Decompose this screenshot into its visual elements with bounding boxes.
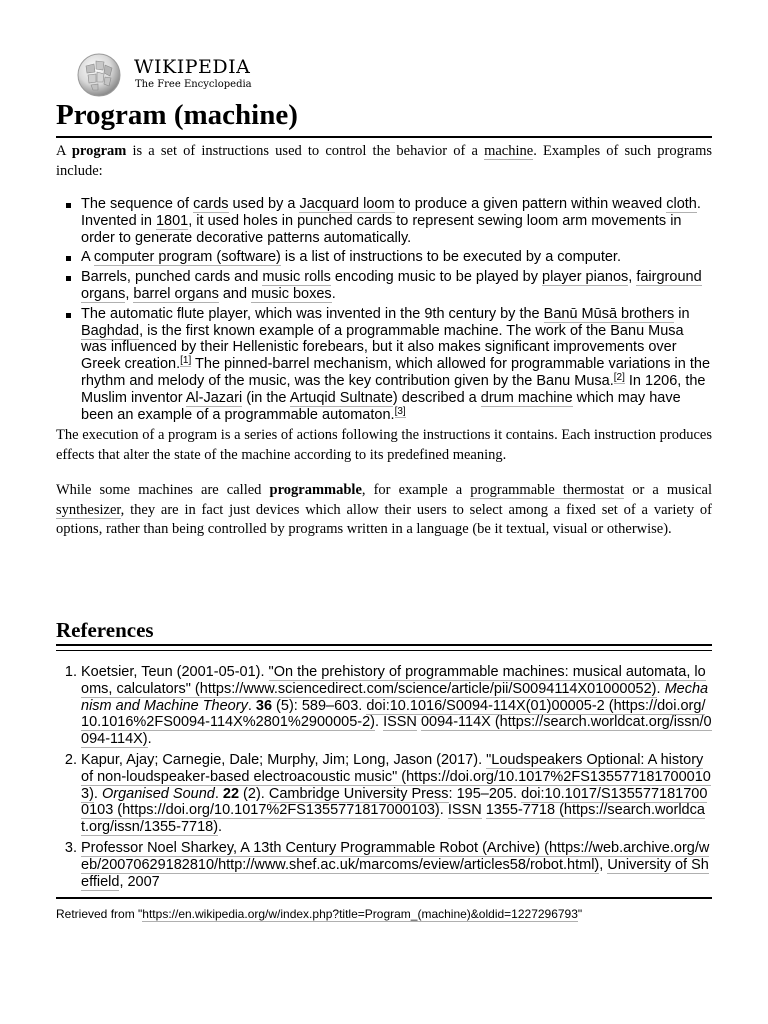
text: The automatic flute player, which was invented in the 9th century by the (81, 305, 544, 322)
text: In 1206, the Muslim inventor (81, 372, 706, 406)
programmable-paragraph (56, 481, 712, 540)
ref1-doi-link[interactable]: doi:10.1016/S0094-114X(01)00005-2 (https://doi.org/10.1016%2FS0094-114X%2801%2900005-2) (81, 697, 706, 731)
link-programmable-thermostat[interactable]: programmable thermostat (470, 482, 625, 499)
ref3-title-link[interactable]: Professor Noel Sharkey, A 13th Century Programmable Robot (Archive) (https://web.archive.org/web/20070629182810/http://www.shef.ac.uk/marcoms/eview/articles58/robot.html) (81, 839, 710, 873)
journal-name: Organised Sound (101, 785, 215, 802)
link-fairground-organs[interactable]: fairground organs (81, 269, 702, 302)
text: . Examples of such programs include: (56, 143, 713, 179)
text: , 2007 (119, 873, 160, 890)
list-item (81, 306, 712, 424)
bold-term: programmable (269, 482, 362, 499)
text: (5): 589–603. (272, 697, 367, 714)
text: in (674, 305, 690, 322)
list-item (81, 249, 712, 266)
link-synthesizer[interactable]: synthesizer (56, 501, 121, 518)
bold-term: program (71, 143, 127, 159)
text: Barrels, punched cards and (81, 269, 263, 286)
reference-item (81, 752, 712, 836)
footer-divider (56, 897, 712, 899)
ref3-university-link[interactable]: University of Sheffield (81, 856, 709, 890)
journal-name: Mechanism and Machine Theory (81, 680, 709, 714)
link-barrel-organs[interactable]: barrel organs (133, 285, 219, 302)
citation-1[interactable]: [1] (180, 355, 192, 367)
link-music-boxes[interactable]: music boxes (251, 285, 332, 302)
references-divider (56, 644, 712, 646)
ref1-title-link[interactable]: "On the prehistory of programmable machines: musical automata, looms, calculators" (https://www.sciencedirect.com/science/article/pii/S0094114X01000052) (81, 664, 706, 697)
text: . (375, 714, 384, 731)
wikipedia-tagline: The Free Encyclopedia (135, 79, 252, 90)
text: (in the (242, 389, 290, 406)
reference-item (81, 840, 712, 890)
text: , for example a (361, 482, 471, 499)
text: , it used holes in punched cards to represent sewing loom arm movements in order to generate decorative patterns automatically. (81, 212, 682, 246)
ref2-publisher-link[interactable]: Cambridge University Press (268, 785, 449, 802)
text: which may have been an example of a programmable automaton. (81, 389, 681, 423)
ref2-issn-number-link[interactable]: 1355-7718 (https://search.worldcat.org/issn/1355-7718) (81, 802, 705, 836)
text: . (93, 785, 102, 802)
references-divider-thin (56, 650, 712, 651)
link-banu-musa[interactable]: Banū Mūsā brothers (543, 305, 675, 322)
ref1-issn-link[interactable]: ISSN (383, 714, 417, 731)
text: The sequence of (81, 196, 194, 212)
link-1801[interactable]: 1801 (155, 212, 189, 229)
text: is a set of instructions used to control the behavior of a (126, 143, 485, 159)
text: . (218, 819, 223, 836)
text: The pinned-barrel mechanism, which allowed for programmable variations in the rhythm and melody of the music, was the key contribution given by the Banu Musa. (81, 356, 711, 389)
list-item (81, 269, 712, 303)
text: . (439, 802, 448, 819)
wikipedia-logo[interactable] (76, 52, 266, 98)
title-divider (56, 136, 712, 138)
text: (2). (239, 785, 269, 802)
link-player-pianos[interactable]: player pianos (542, 269, 629, 286)
ref2-title-link[interactable]: "Loudspeakers Optional: A history of non-loudspeaker-based electroacoustic music" (https://doi.org/10.1017%2FS1355771817000103) (81, 751, 711, 802)
text: While some machines are called (56, 482, 270, 499)
text: . (656, 680, 665, 697)
intro-paragraph (56, 142, 712, 181)
text: is a list of instructions to be executed by a computer. (280, 249, 621, 266)
ref2-doi-link[interactable]: doi:10.1017/S1355771817000103 (https://doi.org/10.1017%2FS1355771817000103) (81, 785, 708, 819)
link-music-rolls[interactable]: music rolls (262, 269, 331, 286)
link-drum-machine[interactable]: drum machine (480, 389, 573, 406)
text: or a musical (624, 482, 712, 499)
volume: 22 (222, 785, 240, 802)
text: , is the first known example of a programmable machine. The work of the Banu Musa was influenced by their Hellenistic forebears, but it also makes significant improvements over Greek creation. (81, 322, 684, 373)
text: , (628, 269, 637, 286)
ref1-issn-number-link[interactable]: 0094-114X (https://search.worldcat.org/issn/0094-114X) (81, 714, 712, 748)
link-jacquard-loom[interactable]: Jacquard loom (299, 196, 395, 212)
text: , (125, 285, 134, 302)
text: . (247, 697, 256, 714)
list-item (81, 196, 712, 246)
references-heading: References (56, 618, 154, 642)
link-al-jazari[interactable]: Al-Jazari (185, 389, 243, 406)
text: to produce a given pattern within weaved (394, 196, 667, 212)
text: used by a (228, 196, 300, 212)
wikipedia-globe-icon (76, 52, 122, 98)
retrieved-url-link[interactable]: https://en.wikipedia.org/w/index.php?title=Program_(machine)&oldid=1227296793 (142, 907, 578, 921)
text: , (599, 856, 608, 873)
text: ) described a (392, 389, 481, 406)
link-baghdad[interactable]: Baghdad (81, 322, 140, 339)
execution-paragraph: The execution of a program is a series of actions following the instructions it contains. Each instruction produces effects that alter the state of the machine according to its predefined meaning. (56, 427, 712, 463)
text: encoding music to be played by (330, 269, 543, 286)
references-list (56, 664, 712, 894)
examples-list (56, 196, 712, 423)
article-body (56, 142, 712, 540)
link-artuqid-sultnate[interactable]: Artuqid Sultnate (289, 389, 393, 406)
page (56, 0, 713, 921)
text: A (56, 143, 72, 159)
text: . (331, 285, 336, 302)
wikipedia-wordmark: WIKIPEDIA (134, 56, 251, 78)
ref2-issn-link[interactable]: ISSN (447, 802, 482, 819)
text: A (81, 249, 94, 266)
text: . Invented in (81, 196, 701, 229)
text: . (147, 731, 152, 748)
citation-2[interactable]: [2] (613, 371, 625, 383)
volume: 36 (255, 697, 273, 714)
text: Koetsier, Teun (2001-05-01). (81, 664, 269, 680)
text: " (577, 907, 583, 921)
text: , they are in fact just devices which allow their users to select among a fixed set of a variety of options, rather than being controlled by programs written in a language (be it textual, visual or otherwise). (56, 501, 712, 538)
link-computer-program[interactable]: computer program (software) (93, 249, 281, 266)
text: and (218, 285, 252, 302)
text: . (214, 785, 223, 802)
page-title: Program (machine) (56, 99, 298, 131)
text: : 195–205. (448, 785, 522, 802)
link-cloth[interactable]: cloth (666, 196, 697, 212)
link-cards[interactable]: cards (193, 196, 229, 212)
reference-item (81, 664, 712, 748)
text: Retrieved from " (56, 907, 143, 921)
retrieved-from (56, 906, 582, 922)
text: Kapur, Ajay; Carnegie, Dale; Murphy, Jim; Long, Jason (2017). (81, 751, 487, 768)
link-machine[interactable]: machine (484, 143, 534, 159)
citation-3[interactable]: [3] (394, 405, 406, 417)
